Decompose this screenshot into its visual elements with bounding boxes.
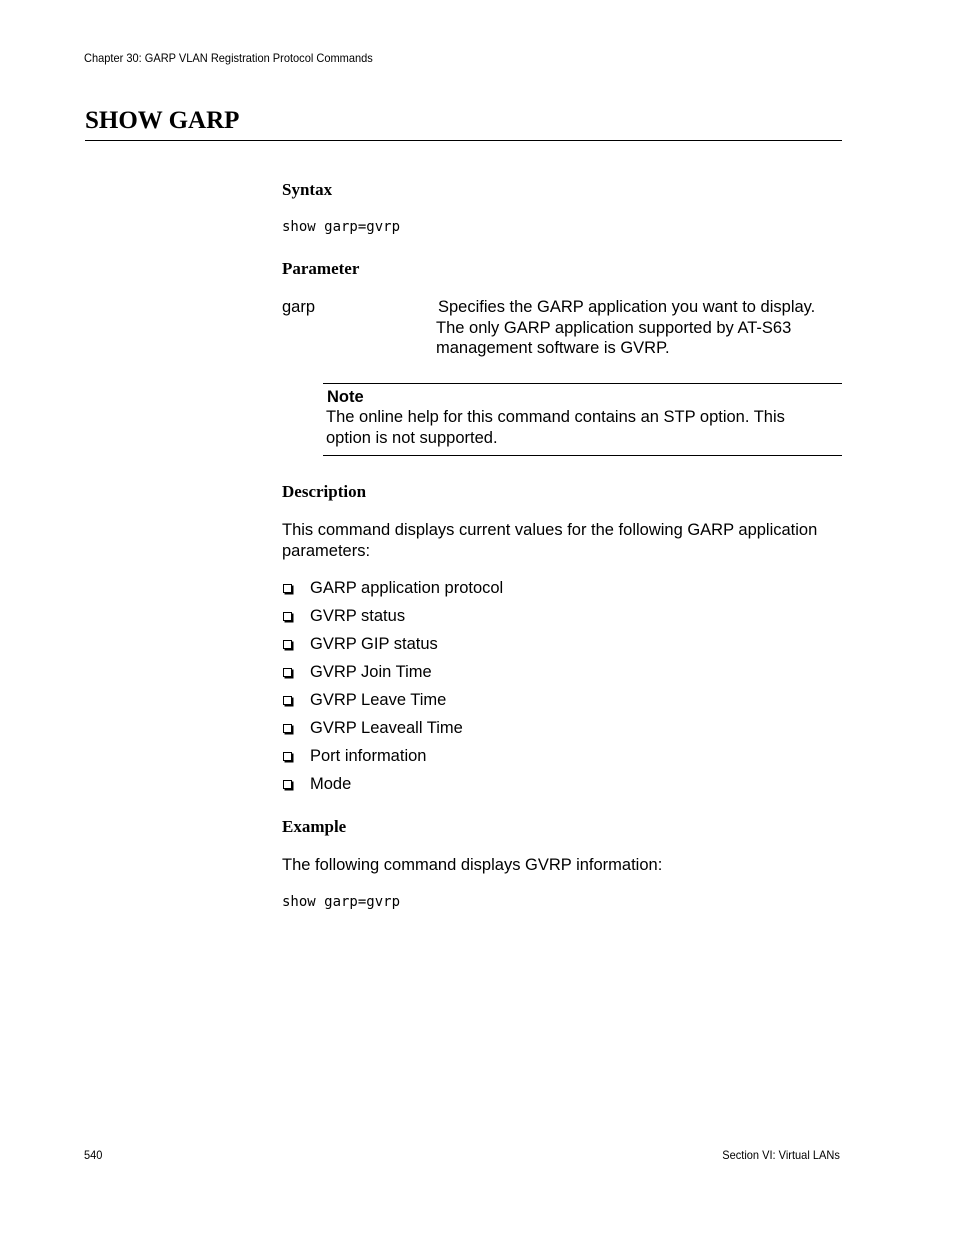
- list-item-text: GVRP GIP status: [310, 635, 438, 653]
- running-header: Chapter 30: GARP VLAN Registration Protocol Commands: [84, 51, 373, 65]
- checkbox-bullet-icon: [283, 752, 292, 761]
- note-label: Note: [327, 388, 364, 406]
- parameter-heading: Parameter: [282, 259, 360, 278]
- parameter-description: Specifies the GARP application you want to display. The only GARP application supported by AT-S63 management software is GVRP.: [436, 298, 816, 357]
- checkbox-bullet-icon: [283, 584, 292, 593]
- description-text: This command displays current values for the following GARP application parameters:: [282, 521, 818, 560]
- syntax-command: show garp=gvrp: [282, 219, 401, 235]
- checkbox-bullet-icon: [283, 612, 292, 621]
- footer-section: Section VI: Virtual LANs: [722, 1148, 840, 1162]
- note-box: [323, 383, 842, 456]
- note-text: The online help for this command contains an STP option. This option is not supported.: [326, 408, 785, 447]
- syntax-heading: Syntax: [282, 180, 333, 199]
- page-title: SHOW GARP: [85, 107, 240, 134]
- example-heading: Example: [282, 817, 347, 836]
- example-command: show garp=gvrp: [282, 894, 401, 910]
- list-item-text: Port information: [310, 747, 427, 765]
- list-item-text: Mode: [310, 775, 352, 793]
- checkbox-bullet-icon: [283, 696, 292, 705]
- checkbox-bullet-icon: [283, 668, 292, 677]
- page-number: 540: [84, 1148, 103, 1162]
- checkbox-bullet-icon: [283, 780, 292, 789]
- title-rule: [85, 140, 842, 141]
- list-item-text: GVRP Leave Time: [310, 691, 447, 709]
- checkbox-bullet-icon: [283, 724, 292, 733]
- checkbox-bullet-icon: [283, 640, 292, 649]
- description-heading: Description: [282, 482, 367, 501]
- list-item-text: GVRP status: [310, 607, 406, 625]
- list-item-text: GVRP Join Time: [310, 663, 432, 681]
- list-item-text: GARP application protocol: [310, 579, 504, 597]
- list-item-text: GVRP Leaveall Time: [310, 719, 463, 737]
- parameter-name: garp: [282, 298, 316, 316]
- example-text: The following command displays GVRP information:: [282, 856, 663, 874]
